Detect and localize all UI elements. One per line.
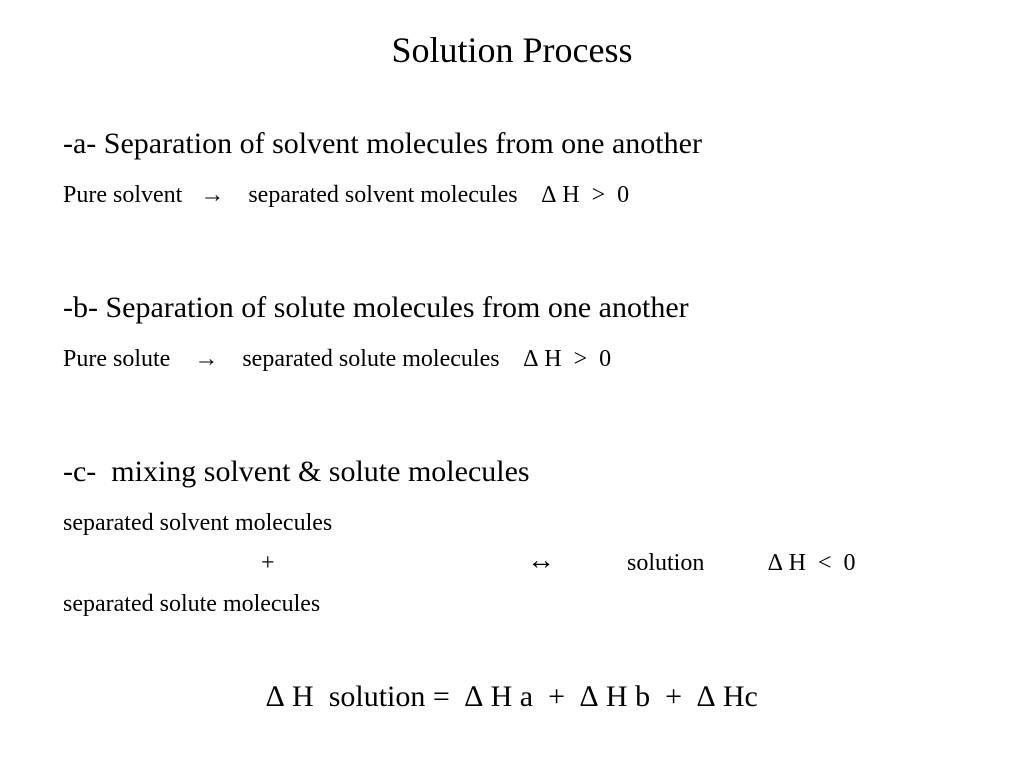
summary-formula: ∆ H solution = ∆ H a + ∆ H b + ∆ Hc — [266, 680, 758, 713]
step-c-equilibrium-arrow: ↔ — [527, 545, 555, 576]
slide-title: Solution Process — [391, 30, 633, 70]
step-c-reactant-solvent: separated solvent molecules — [63, 510, 333, 536]
step-c-heading: -c- mixing solvent & solute molecules — [63, 455, 530, 488]
step-a-equation: Pure solvent → separated solvent molecules ∆ H > 0 — [63, 182, 630, 208]
step-b-equation: Pure solute → separated solute molecules ∆ H > 0 — [63, 346, 612, 372]
step-c-reactant-solute: separated solute molecules — [63, 591, 321, 617]
step-c-product: solution — [627, 550, 705, 576]
step-c-plus: + — [261, 550, 275, 576]
step-c-delta-h: ∆ H < 0 — [768, 550, 856, 576]
step-a-heading: -a- Separation of solvent molecules from one another — [63, 127, 702, 160]
step-b-heading: -b- Separation of solute molecules from one another — [63, 291, 689, 324]
